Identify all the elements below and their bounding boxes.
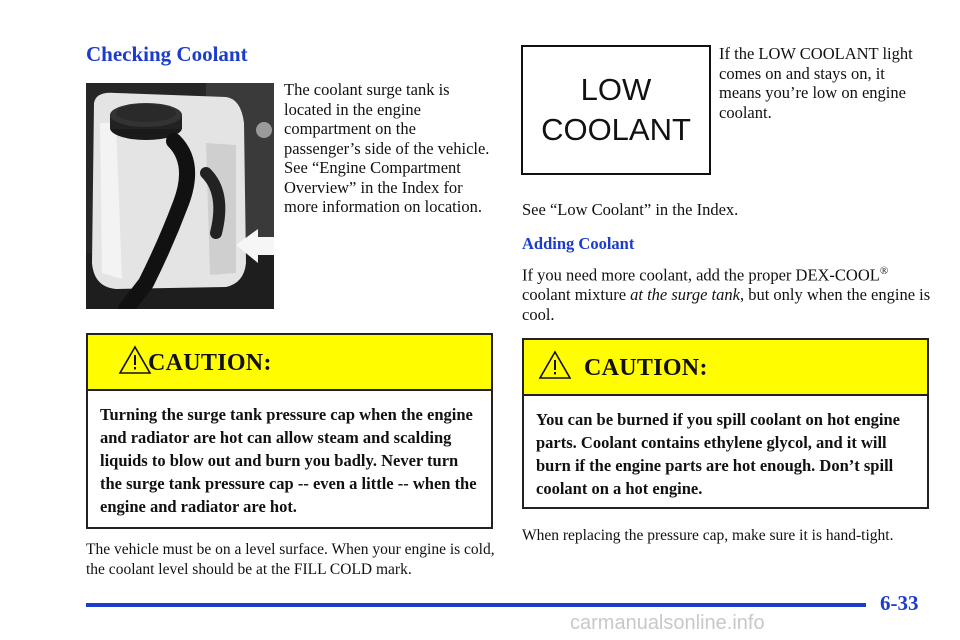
low-coolant-indicator	[521, 45, 711, 175]
caution-header	[88, 335, 491, 391]
level-surface-text: The vehicle must be on a level surface. When your engine is cold, the coolant level should be at the FILL COLD mark.	[86, 541, 495, 578]
intro-paragraph: The coolant surge tank is located in the engine compartment on the passenger’s side of the vehicle. See “Engine Compartment Overview” in the Index for more information on location.	[284, 80, 490, 216]
add-text-italic: at the surge tank	[630, 285, 740, 304]
add-text-suffix: , but only when the engine is cool.	[522, 285, 931, 324]
watermark: carmanualsonline.info	[570, 612, 765, 634]
add-text-mid: coolant mixture	[522, 285, 631, 304]
caution-box-left	[86, 333, 493, 529]
indicator-line-2: COOLANT	[541, 112, 691, 147]
indicator-line-1: LOW	[580, 72, 652, 107]
coolant-surge-tank-photo	[86, 83, 274, 309]
see-low-coolant-text: See “Low Coolant” in the Index.	[522, 200, 739, 219]
pressure-cap-text: When replacing the pressure cap, make sure it is hand-tight.	[522, 527, 894, 544]
section-title: Checking Coolant	[86, 42, 248, 66]
caution-box-right	[522, 338, 929, 509]
warning-triangle-icon	[538, 350, 572, 380]
adding-coolant-heading: Adding Coolant	[522, 234, 635, 253]
footer-rule	[86, 603, 866, 607]
adding-coolant-paragraph	[522, 262, 932, 324]
caution-text: Turning the surge tank pressure cap when the engine and radiator are hot can allow steam and scalding liquids to blow out and burn you badly. Never turn the surge tank pressure cap -- even a little -- when the engine and radiator are hot.	[100, 405, 477, 516]
warning-triangle-icon	[118, 345, 152, 375]
caution-label: CAUTION:	[148, 350, 272, 376]
add-text-prefix: If you need more coolant, add the proper DEX-COOL	[522, 265, 880, 285]
page-number: 6-33	[880, 591, 919, 615]
caution-label: CAUTION:	[584, 355, 708, 381]
low-coolant-description: If the LOW COOLANT light comes on and stays on, it means you’re low on engine coolant.	[719, 44, 913, 122]
caution-header	[524, 340, 927, 396]
caution-text: You can be burned if you spill coolant on hot engine parts. Coolant contains ethylene glycol, and it will burn if the engine parts are hot enough. Don’t spill coolant on a hot engine.	[536, 410, 900, 498]
registered-mark: ®	[879, 265, 889, 277]
